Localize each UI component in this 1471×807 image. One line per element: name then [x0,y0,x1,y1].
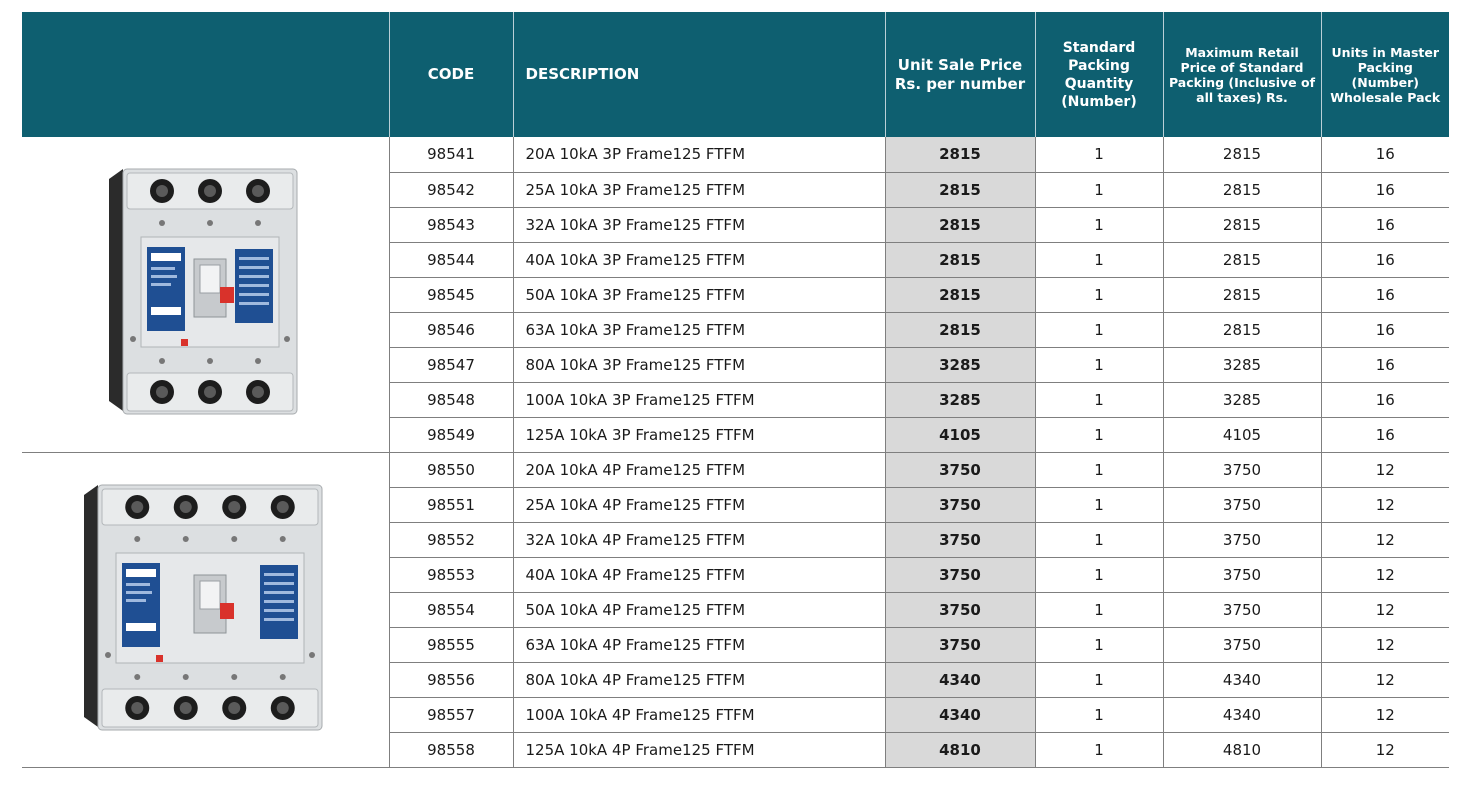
code-cell: 98556 [389,662,513,697]
mrp-cell: 3750 [1163,487,1321,522]
mrp-cell: 3750 [1163,627,1321,662]
unit-price-cell: 2815 [885,137,1035,172]
price-list [22,12,1449,768]
master-packing-cell: 16 [1321,417,1449,452]
mrp-cell: 4810 [1163,732,1321,767]
unit-price-header: Unit Sale Price Rs. per number [885,12,1035,137]
mrp-cell: 4340 [1163,697,1321,732]
table-row [22,452,1449,487]
standard-packing-cell: 1 [1035,417,1163,452]
master-packing-cell: 16 [1321,277,1449,312]
unit-price-cell: 3750 [885,592,1035,627]
description-cell: 125A 10kA 3P Frame125 FTFM [513,417,885,452]
standard-packing-cell: 1 [1035,172,1163,207]
code-cell: 98555 [389,627,513,662]
master-packing-cell: 12 [1321,522,1449,557]
mrp-cell: 2815 [1163,172,1321,207]
master-packing-cell: 16 [1321,382,1449,417]
mrp-cell: 2815 [1163,207,1321,242]
mrp-cell: 2815 [1163,137,1321,172]
description-cell: 40A 10kA 3P Frame125 FTFM [513,242,885,277]
description-cell: 20A 10kA 3P Frame125 FTFM [513,137,885,172]
master-packing-cell: 16 [1321,242,1449,277]
master-packing-header: Units in Master Packing (Number) Wholesale Pack [1321,12,1449,137]
standard-packing-cell: 1 [1035,347,1163,382]
unit-price-cell: 2815 [885,312,1035,347]
code-cell: 98543 [389,207,513,242]
description-cell: 63A 10kA 4P Frame125 FTFM [513,627,885,662]
master-packing-cell: 12 [1321,662,1449,697]
code-cell: 98554 [389,592,513,627]
standard-packing-cell: 1 [1035,592,1163,627]
description-cell: 40A 10kA 4P Frame125 FTFM [513,557,885,592]
standard-packing-cell: 1 [1035,662,1163,697]
unit-price-cell: 4340 [885,697,1035,732]
mrp-cell: 4340 [1163,662,1321,697]
unit-price-cell: 3750 [885,522,1035,557]
unit-price-cell: 2815 [885,277,1035,312]
mrp-cell: 3285 [1163,347,1321,382]
code-header: CODE [389,12,513,137]
standard-packing-cell: 1 [1035,732,1163,767]
unit-price-cell: 2815 [885,207,1035,242]
code-cell: 98541 [389,137,513,172]
description-cell: 32A 10kA 3P Frame125 FTFM [513,207,885,242]
unit-price-cell: 2815 [885,172,1035,207]
code-cell: 98557 [389,697,513,732]
image-column-header [22,12,389,137]
product-image-cell [22,452,389,767]
price-table [22,12,1449,768]
master-packing-cell: 12 [1321,487,1449,522]
code-cell: 98545 [389,277,513,312]
unit-price-cell: 2815 [885,242,1035,277]
description-header: DESCRIPTION [513,12,885,137]
header-row [22,12,1449,137]
unit-price-cell: 4105 [885,417,1035,452]
master-packing-cell: 12 [1321,697,1449,732]
description-cell: 125A 10kA 4P Frame125 FTFM [513,732,885,767]
standard-packing-cell: 1 [1035,242,1163,277]
code-cell: 98542 [389,172,513,207]
description-cell: 50A 10kA 3P Frame125 FTFM [513,277,885,312]
product-image-cell [22,137,389,452]
description-cell: 25A 10kA 4P Frame125 FTFM [513,487,885,522]
mrp-cell: 3750 [1163,522,1321,557]
standard-packing-cell: 1 [1035,382,1163,417]
code-cell: 98547 [389,347,513,382]
master-packing-cell: 16 [1321,312,1449,347]
mrp-cell: 2815 [1163,277,1321,312]
master-packing-cell: 12 [1321,732,1449,767]
mrp-header: Maximum Retail Price of Standard Packing (Inclusive of all taxes) Rs. [1163,12,1321,137]
code-cell: 98558 [389,732,513,767]
description-cell: 32A 10kA 4P Frame125 FTFM [513,522,885,557]
code-cell: 98551 [389,487,513,522]
unit-price-cell: 3285 [885,347,1035,382]
description-cell: 100A 10kA 4P Frame125 FTFM [513,697,885,732]
standard-packing-cell: 1 [1035,627,1163,662]
unit-price-cell: 3750 [885,627,1035,662]
code-cell: 98546 [389,312,513,347]
unit-price-cell: 3750 [885,487,1035,522]
unit-price-cell: 3750 [885,452,1035,487]
master-packing-cell: 16 [1321,172,1449,207]
standard-packing-cell: 1 [1035,522,1163,557]
table-row [22,137,1449,172]
standard-packing-cell: 1 [1035,277,1163,312]
standard-packing-cell: 1 [1035,207,1163,242]
master-packing-cell: 12 [1321,557,1449,592]
price-table-body [22,137,1449,767]
standard-packing-cell: 1 [1035,137,1163,172]
unit-price-cell: 4340 [885,662,1035,697]
master-packing-cell: 12 [1321,592,1449,627]
mrp-cell: 3750 [1163,557,1321,592]
description-cell: 25A 10kA 3P Frame125 FTFM [513,172,885,207]
description-cell: 100A 10kA 3P Frame125 FTFM [513,382,885,417]
standard-packing-cell: 1 [1035,487,1163,522]
code-cell: 98550 [389,452,513,487]
mrp-cell: 3750 [1163,452,1321,487]
mccb-3-pole-icon [95,149,315,439]
description-cell: 80A 10kA 3P Frame125 FTFM [513,347,885,382]
description-cell: 50A 10kA 4P Frame125 FTFM [513,592,885,627]
master-packing-cell: 16 [1321,137,1449,172]
code-cell: 98548 [389,382,513,417]
mccb-4-pole-icon [70,465,340,755]
unit-price-cell: 4810 [885,732,1035,767]
master-packing-cell: 12 [1321,452,1449,487]
unit-price-cell: 3750 [885,557,1035,592]
description-cell: 80A 10kA 4P Frame125 FTFM [513,662,885,697]
mrp-cell: 3750 [1163,592,1321,627]
mrp-cell: 2815 [1163,312,1321,347]
master-packing-cell: 16 [1321,347,1449,382]
standard-packing-cell: 1 [1035,312,1163,347]
mrp-cell: 4105 [1163,417,1321,452]
code-cell: 98552 [389,522,513,557]
code-cell: 98549 [389,417,513,452]
mrp-cell: 3285 [1163,382,1321,417]
description-cell: 63A 10kA 3P Frame125 FTFM [513,312,885,347]
standard-packing-header: Standard Packing Quantity (Number) [1035,12,1163,137]
unit-price-cell: 3285 [885,382,1035,417]
description-cell: 20A 10kA 4P Frame125 FTFM [513,452,885,487]
standard-packing-cell: 1 [1035,697,1163,732]
mrp-cell: 2815 [1163,242,1321,277]
code-cell: 98553 [389,557,513,592]
standard-packing-cell: 1 [1035,452,1163,487]
code-cell: 98544 [389,242,513,277]
standard-packing-cell: 1 [1035,557,1163,592]
master-packing-cell: 16 [1321,207,1449,242]
master-packing-cell: 12 [1321,627,1449,662]
